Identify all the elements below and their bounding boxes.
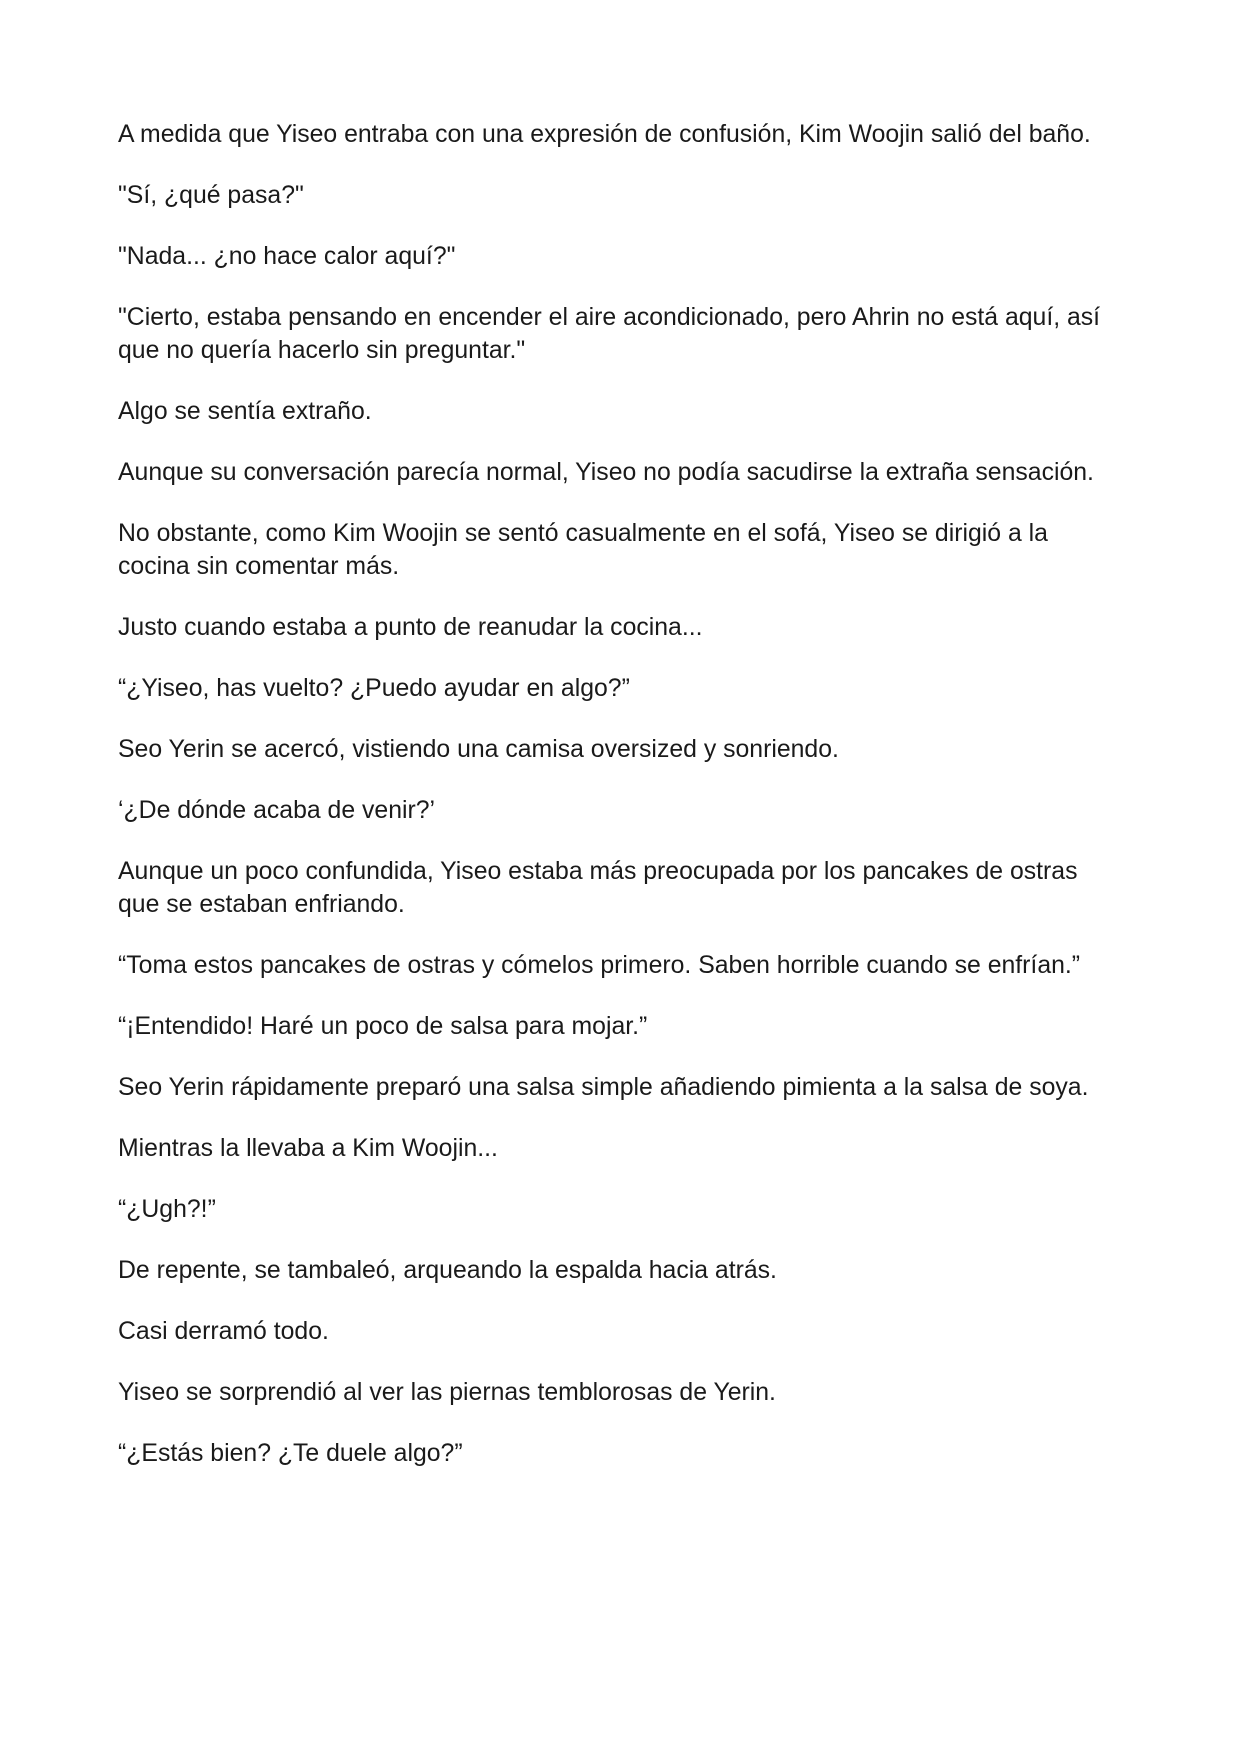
- paragraph-17: “¿Ugh?!”: [118, 1196, 216, 1223]
- paragraph-20: Yiseo se sorprendió al ver las piernas temblorosas de Yerin.: [118, 1379, 776, 1406]
- paragraph-7: No obstante, como Kim Woojin se sentó casualmente en el sofá, Yiseo se dirigió a la cocina sin comentar más.: [118, 520, 1048, 580]
- paragraph-12: Aunque un poco confundida, Yiseo estaba más preocupada por los pancakes de ostras que se estaban enfriando.: [118, 858, 1078, 918]
- paragraph-16: Mientras la llevaba a Kim Woojin...: [118, 1135, 498, 1162]
- paragraph-19: Casi derramó todo.: [118, 1318, 329, 1345]
- paragraph-11: ‘¿De dónde acaba de venir?’: [118, 797, 436, 824]
- paragraph-5: Algo se sentía extraño.: [118, 398, 372, 425]
- paragraph-6: Aunque su conversación parecía normal, Yiseo no podía sacudirse la extraña sensación.: [118, 459, 1094, 486]
- paragraph-1: A medida que Yiseo entraba con una expresión de confusión, Kim Woojin salió del baño.: [118, 121, 1091, 148]
- paragraph-8: Justo cuando estaba a punto de reanudar la cocina...: [118, 614, 703, 641]
- paragraph-4: "Cierto, estaba pensando en encender el aire acondicionado, pero Ahrin no está aquí, así que no quería hacerlo sin preguntar.": [118, 304, 1101, 364]
- paragraph-14: “¡Entendido! Haré un poco de salsa para mojar.”: [118, 1013, 648, 1040]
- paragraph-18: De repente, se tambaleó, arqueando la espalda hacia atrás.: [118, 1257, 777, 1284]
- paragraph-10: Seo Yerin se acercó, vistiendo una camisa oversized y sonriendo.: [118, 736, 839, 763]
- paragraph-2: "Sí, ¿qué pasa?": [118, 182, 304, 209]
- paragraph-9: “¿Yiseo, has vuelto? ¿Puedo ayudar en algo?”: [118, 675, 630, 702]
- paragraph-3: "Nada... ¿no hace calor aquí?": [118, 243, 456, 270]
- paragraph-13: “Toma estos pancakes de ostras y cómelos primero. Saben horrible cuando se enfrían.”: [118, 952, 1081, 979]
- paragraph-15: Seo Yerin rápidamente preparó una salsa simple añadiendo pimienta a la salsa de soya.: [118, 1074, 1089, 1101]
- paragraph-21: “¿Estás bien? ¿Te duele algo?”: [118, 1440, 463, 1467]
